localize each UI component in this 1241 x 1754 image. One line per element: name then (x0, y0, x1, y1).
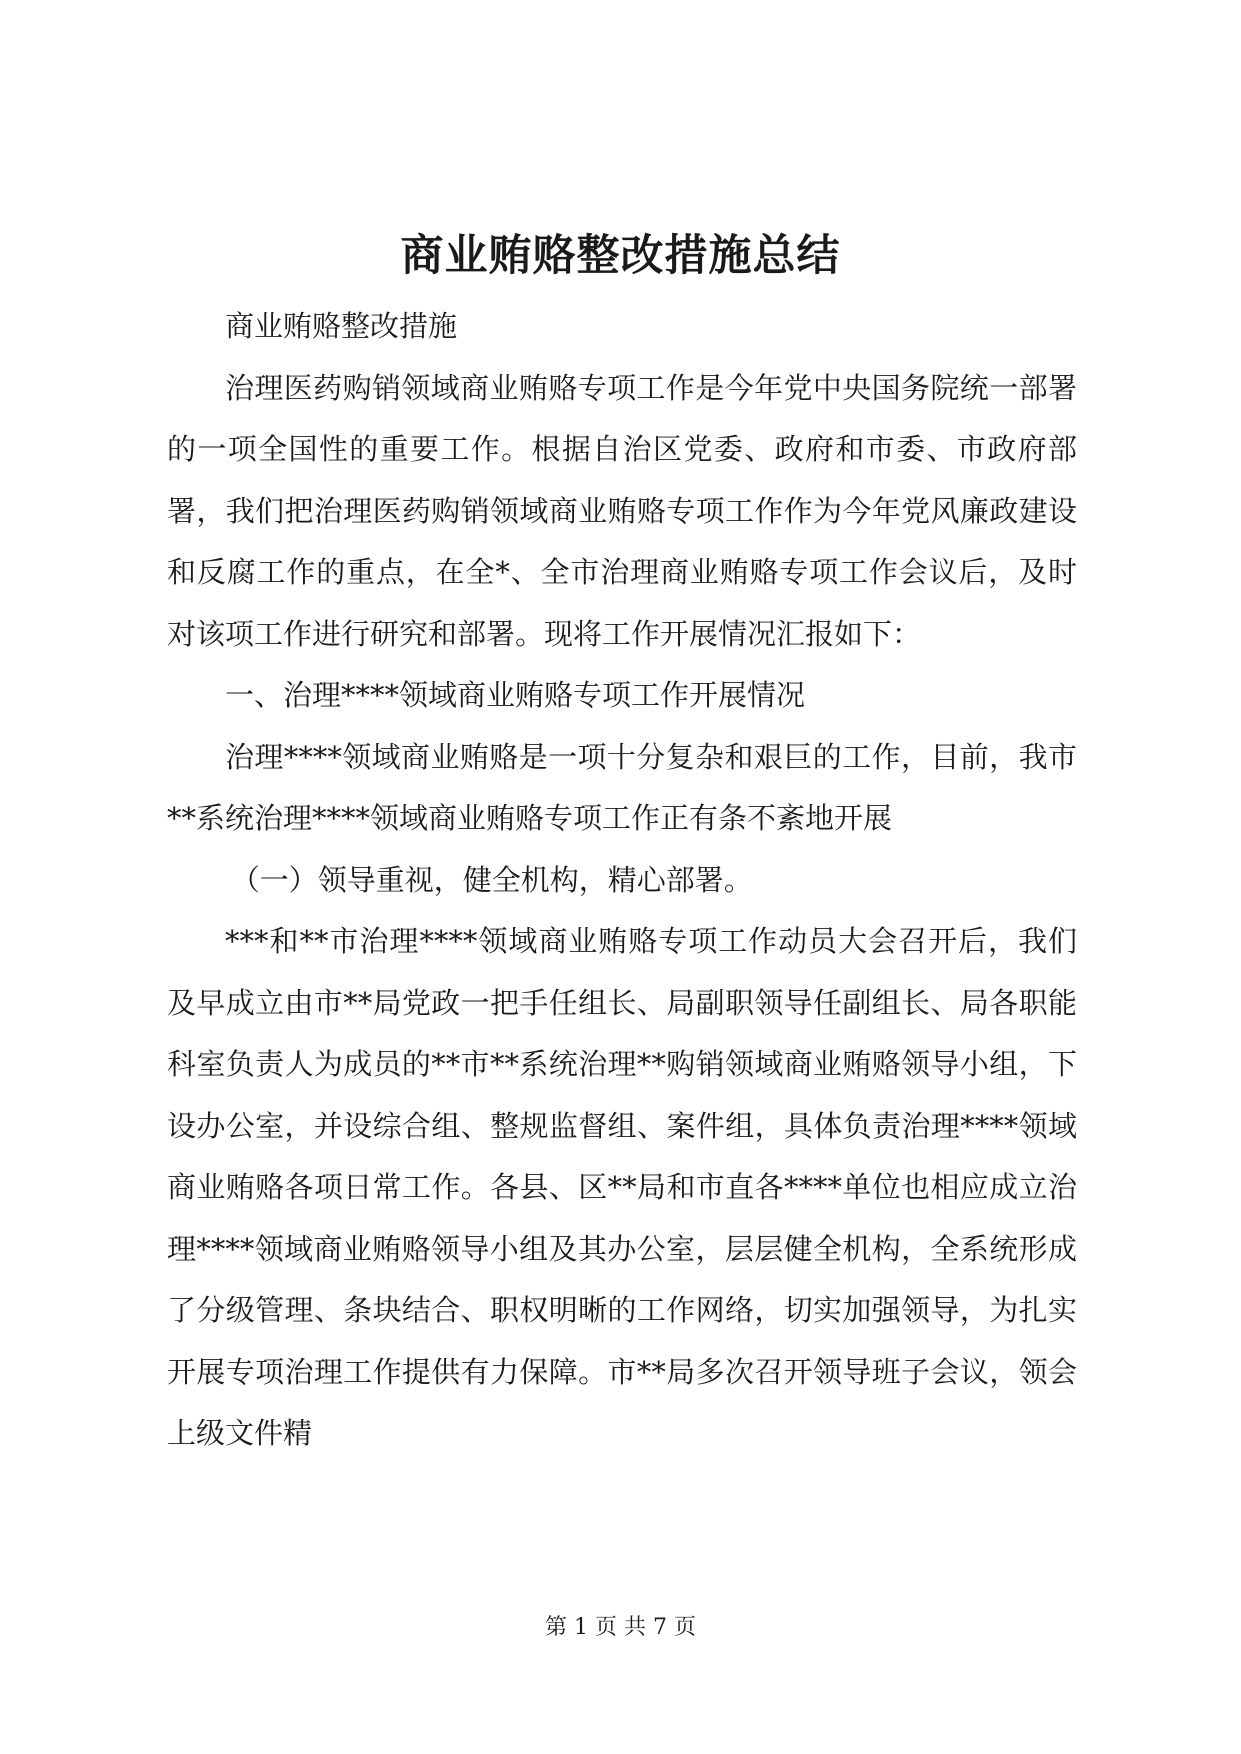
paragraph-intro: 治理医药购销领域商业贿赂专项工作是今年党中央国务院统一部署的一项全国性的重要工作。根据自治区党委、政府和市委、市政府部署，我们把治理医药购销领域商业贿赂专项工作作为今年党风廉政建设和反腐工作的重点，在全*、全市治理商业贿赂专项工作会议后，及时对该项工作进行研究和部署。现将工作开展情况汇报如下： (167, 370, 1077, 651)
subsection-heading-1: （一）领导重视，健全机构，精心部署。 (230, 862, 753, 897)
section-heading-1: 一、治理****领域商业贿赂专项工作开展情况 (225, 678, 806, 712)
paragraph-section-1: 治理****领域商业贿赂是一项十分复杂和艰巨的工作，目前，我市**系统治理****领域商业贿赂专项工作正有条不紊地开展 (167, 739, 1077, 835)
paragraph-subsection-1: ***和**市治理****领域商业贿赂专项工作动员大会召开后，我们及早成立由市**局党政一把手任组长、局副职领导任副组长、局各职能科室负责人为成员的**市**系统治理**购销领域商业贿赂领导小组，下设办公室，并设综合组、整规监督组、案件组，具体负责治理****领域商业贿赂各项日常工作。各县、区**局和市直各****单位也相应成立治理****领域商业贿赂领导小组及其办公室，层层健全机构，全系统形成了分级管理、条块结合、职权明晰的工作网络，切实加强领导，为扎实开展专项治理工作提供有力保障。市**局多次召开领导班子会议，领会上级文件精 (167, 924, 1077, 1450)
document-title: 商业贿赂整改措施总结 (400, 231, 841, 281)
paragraph-subtitle: 商业贿赂整改措施 (225, 309, 458, 343)
page-number-label: 第 1 页 共 7 页 (545, 1615, 696, 1640)
document-body (167, 296, 1077, 1465)
page-footer (0, 1610, 1241, 1641)
